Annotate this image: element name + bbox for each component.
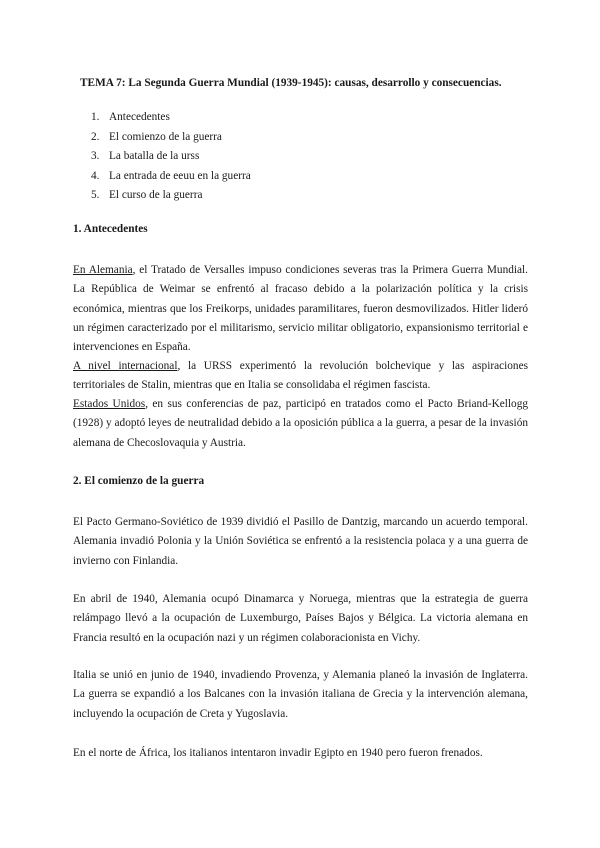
toc-number: 4. [91, 169, 100, 182]
toc-label: El curso de la guerra [109, 189, 203, 201]
paragraph-italia: Italia se unió en junio de 1940, invadiendo Provenza, y Alemania planeó la invasión de Inglaterra. La guerra se expandió a los Balcanes con la invasión italiana de Grecia y la intervención alemana, incluyendo la ocupación de Creta y Yugoslavia. [73, 669, 528, 720]
toc-item [91, 108, 251, 128]
paragraph-estados-unidos [73, 395, 528, 453]
toc-number: 2. [91, 130, 100, 143]
toc-number: 1. [91, 111, 100, 123]
section-heading-comienzo: 2. El comienzo de la guerra [73, 475, 205, 487]
toc-label: La entrada de eeuu en la guerra [109, 169, 251, 182]
toc-number: 5. [91, 189, 100, 201]
toc-label: La batalla de la urss [109, 150, 200, 162]
paragraph-abril-1940: En abril de 1940, Alemania ocupó Dinamarca y Noruega, mientras que la estrategia de guerra relámpago llevó a la ocupación de Luxemburgo, Países Bajos y Bélgica. La victoria alemana en Francia resultó en la ocupación nazi y un régimen colaboracionista en Vichy. [73, 593, 528, 644]
paragraph-text: , el Tratado de Versalles impuso condiciones severas tras la Primera Guerra Mundial. La República de Weimar se enfrentó al fracaso debido a la polarización política y la crisis económica, mientras que los Freikorps, unidades paramilitares, fueron desmovilizados. Hitler lideró un régimen caracterizado por el militarismo, servicio militar obligatorio, expansionismo territorial e intervenciones en España. [73, 264, 528, 354]
underlined-lead: A nivel internacional [73, 360, 178, 372]
paragraph-alemania [73, 261, 528, 357]
toc-item [91, 147, 251, 167]
paragraph-internacional [73, 357, 528, 396]
document-title: TEMA 7: La Segunda Guerra Mundial (1939-1945): causas, desarrollo y consecuencias. [80, 77, 502, 89]
underlined-lead: Estados Unidos [73, 398, 146, 410]
underlined-lead: En Alemania [73, 264, 133, 276]
toc-item [91, 186, 251, 206]
table-of-contents [91, 108, 251, 206]
toc-number: 3. [91, 150, 100, 162]
toc-item [91, 167, 251, 187]
toc-label: El comienzo de la guerra [109, 130, 222, 143]
toc-item [91, 128, 251, 148]
section-heading-antecedentes: 1. Antecedentes [73, 223, 148, 235]
paragraph-africa: En el norte de África, los italianos intentaron invadir Egipto en 1940 pero fueron frenados. [73, 747, 483, 759]
paragraph-pacto: El Pacto Germano-Soviético de 1939 dividió el Pasillo de Dantzig, marcando un acuerdo temporal. Alemania invadió Polonia y la Unión Soviética se enfrentó a la resistencia polaca y a una guerra de invierno con Finlandia. [73, 516, 528, 567]
paragraph-text: , la URSS experimentó la revolución bolchevique y las aspiraciones territoriales de Stalin, mientras que en Italia se consolidaba el régimen fascista. [73, 360, 528, 392]
paragraph-text: , en sus conferencias de paz, participó en tratados como el Pacto Briand-Kellogg (1928) y adoptó leyes de neutralidad debido a la oposición pública a la guerra, a pesar de la invasión alemana de Checoslovaquia y Austria. [73, 398, 528, 449]
toc-label: Antecedentes [109, 111, 170, 123]
